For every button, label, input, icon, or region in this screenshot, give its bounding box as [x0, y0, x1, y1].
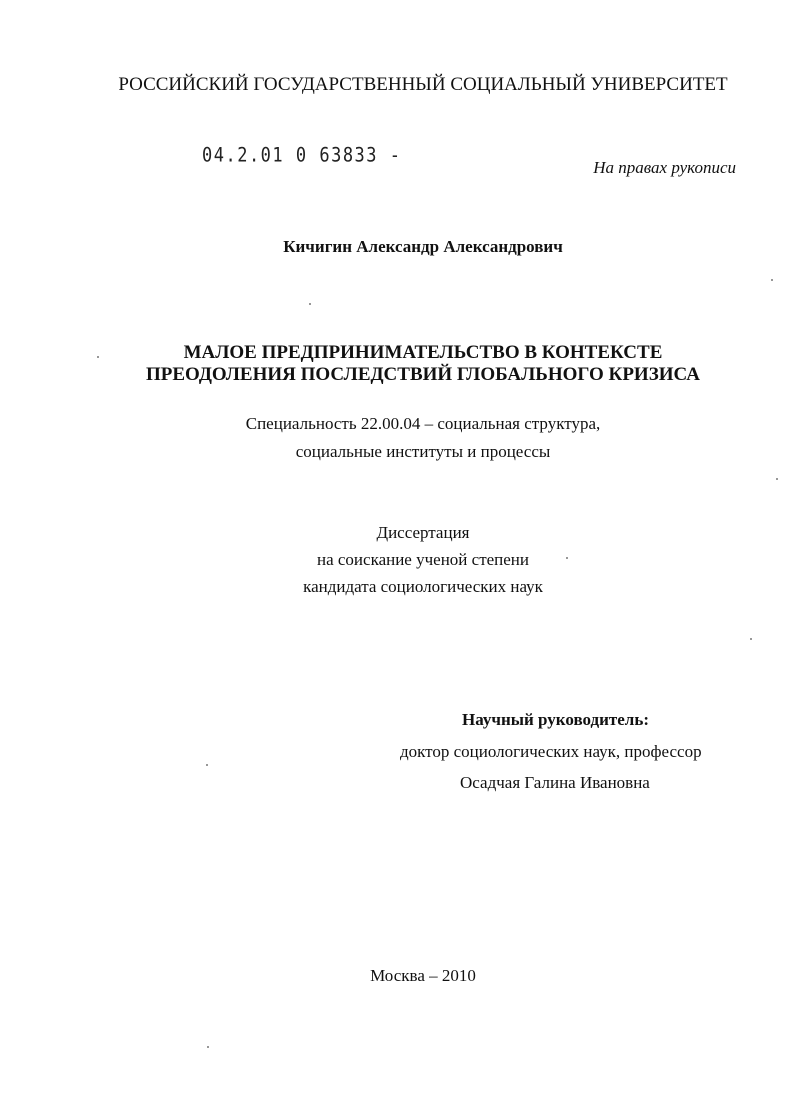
scan-speck	[207, 1046, 209, 1048]
registration-stamp: 04.2.01 0 63833 -	[202, 144, 402, 167]
scan-speck	[309, 303, 311, 305]
dissertation-title	[0, 342, 794, 386]
dissertation-line-3: кандидата социологических наук	[303, 577, 543, 596]
scan-speck	[566, 557, 568, 559]
scan-speck	[750, 638, 752, 640]
dissertation-line-1: Диссертация	[376, 523, 470, 542]
specialty-line-1: Специальность 22.00.04 – социальная структура,	[245, 414, 601, 433]
supervisor-name: Осадчая Галина Ивановна	[460, 773, 650, 792]
specialty	[0, 410, 794, 466]
supervisor-heading: Научный руководитель:	[462, 710, 649, 729]
city-year: Москва – 2010	[370, 966, 476, 985]
rights-note: На правах рукописи	[593, 158, 736, 177]
dissertation-line-2: на соискание ученой степени	[316, 550, 530, 569]
scan-speck	[97, 356, 99, 358]
title-line-2: ПРЕОДОЛЕНИЯ ПОСЛЕДСТВИЙ ГЛОБАЛЬНОГО КРИЗИСА	[145, 364, 701, 385]
supervisor-degree: доктор социологических наук, профессор	[400, 742, 702, 761]
university-name: РОССИЙСКИЙ ГОСУДАРСТВЕННЫЙ СОЦИАЛЬНЫЙ УНИВЕРСИТЕТ	[118, 74, 728, 95]
scan-speck	[206, 764, 208, 766]
scan-speck	[776, 478, 778, 480]
dissertation-type	[0, 519, 794, 600]
title-line-1: МАЛОЕ ПРЕДПРИНИМАТЕЛЬСТВО В КОНТЕКСТЕ	[183, 342, 663, 363]
specialty-line-2: социальные институты и процессы	[295, 442, 551, 461]
author-name: Кичигин Александр Александрович	[283, 237, 563, 256]
scan-speck	[771, 279, 773, 281]
